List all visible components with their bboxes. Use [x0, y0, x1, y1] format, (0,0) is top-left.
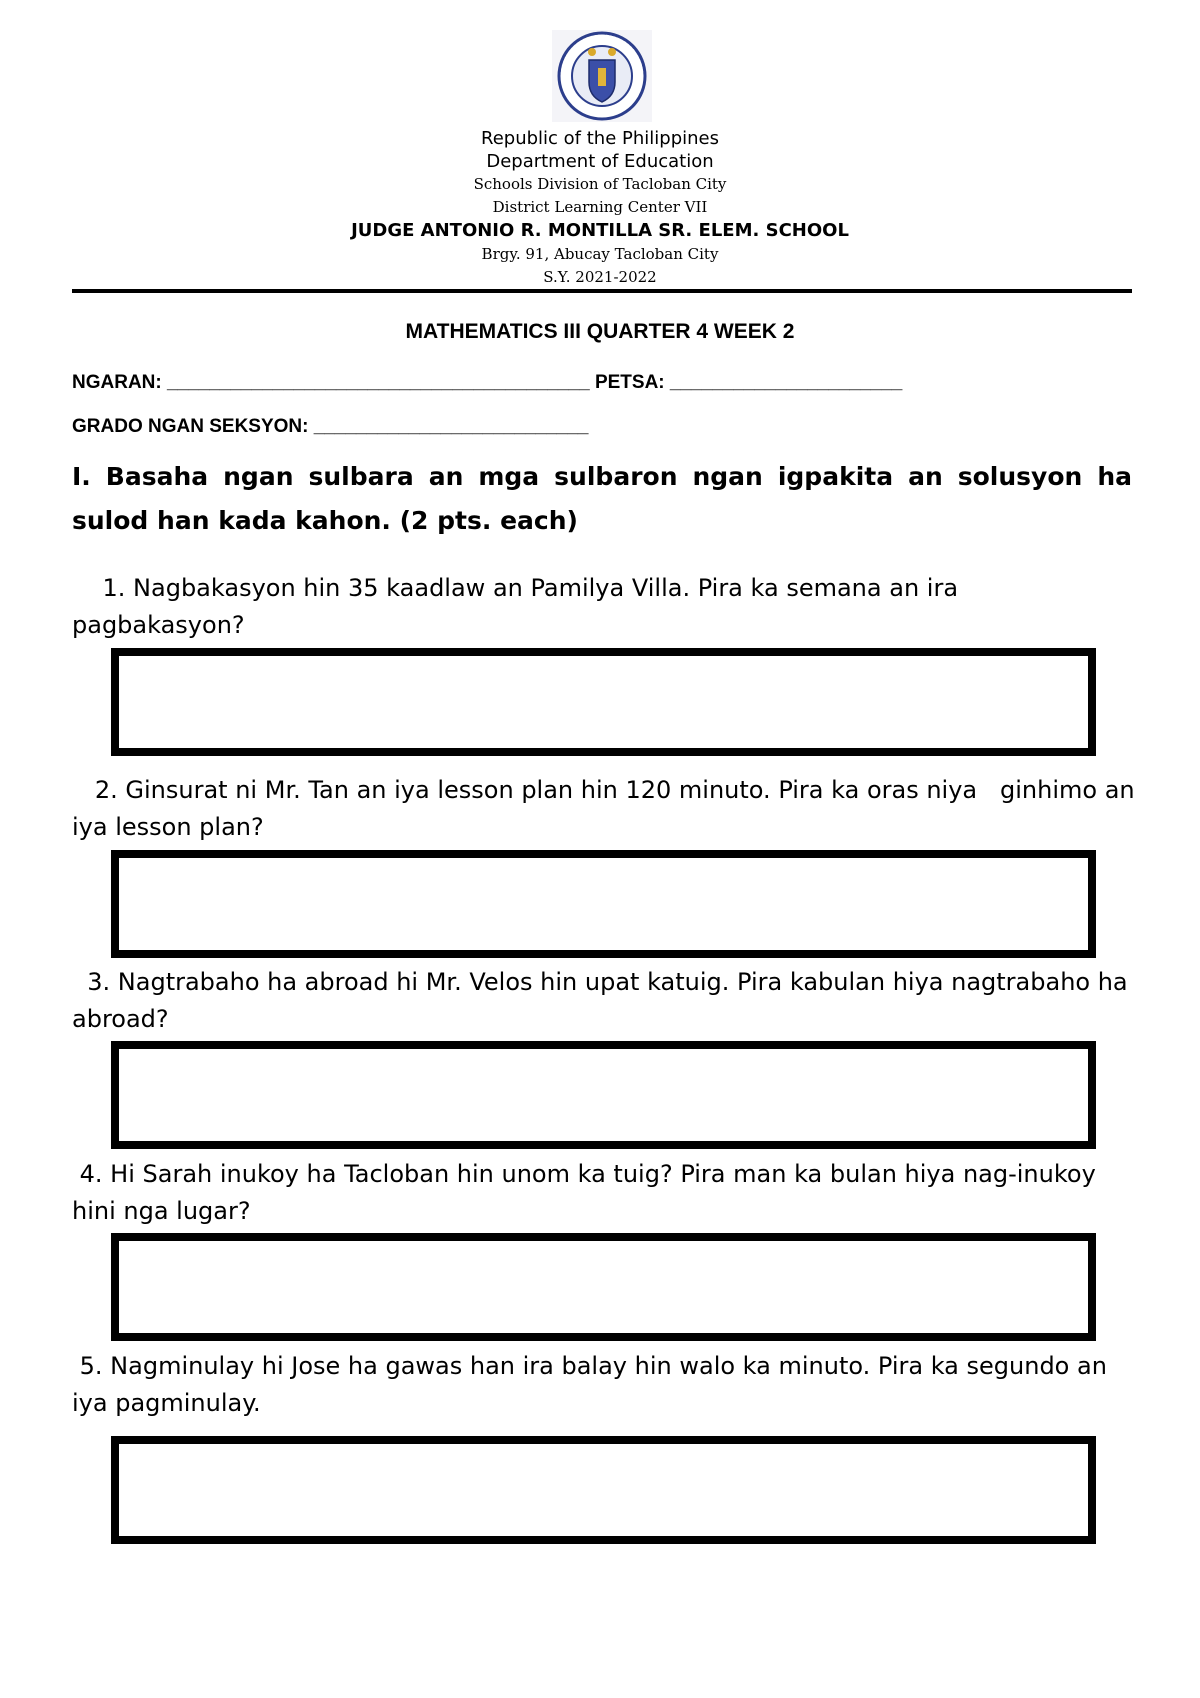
name-date-field[interactable]: NGARAN: ________________________________________ PETSA: ______________________	[72, 372, 903, 393]
worksheet-title: MATHEMATICS III QUARTER 4 WEEK 2	[405, 320, 795, 343]
instruction-text: I. Basaha ngan sulbara an mga sulbaron ngan igpakita an solusyon ha sulod han kada kahon. (2 pts. each)	[72, 462, 1132, 535]
header-division: Schools Division of Tacloban City	[473, 175, 727, 193]
header-republic: Republic of the Philippines	[481, 128, 719, 149]
question-4: 4. Hi Sarah inukoy ha Tacloban hin unom ka tuig? Pira man ka bulan hiya nag-inukoy hini nga lugar?	[72, 1160, 1104, 1225]
question-2: 2. Ginsurat ni Mr. Tan an iya lesson plan hin 120 minuto. Pira ka oras niya ginhimo an iya lesson plan?	[72, 776, 1143, 841]
answer-box-2[interactable]	[111, 850, 1096, 958]
answer-box-5[interactable]	[111, 1436, 1096, 1544]
grade-section-field[interactable]: GRADO NGAN SEKSYON: __________________________	[72, 416, 589, 437]
answer-box-3[interactable]	[111, 1041, 1096, 1149]
header-school-name: JUDGE ANTONIO R. MONTILLA SR. ELEM. SCHOOL	[351, 220, 849, 241]
deped-seal-logo	[552, 30, 652, 122]
question-5: 5. Nagminulay hi Jose ha gawas han ira balay hin walo ka minuto. Pira ka segundo an iya pagminulay.	[72, 1352, 1115, 1417]
header-department: Department of Education	[486, 151, 714, 172]
header-school-year: S.Y. 2021-2022	[543, 268, 657, 286]
question-3: 3. Nagtrabaho ha abroad hi Mr. Velos hin upat katuig. Pira kabulan hiya nagtrabaho ha abroad?	[72, 968, 1136, 1033]
question-1: 1. Nagbakasyon hin 35 kaadlaw an Pamilya Villa. Pira ka semana an ira pagbakasyon?	[72, 574, 966, 639]
answer-box-1[interactable]	[111, 648, 1096, 756]
header-address: Brgy. 91, Abucay Tacloban City	[481, 245, 719, 263]
header-divider	[72, 289, 1132, 293]
header-district: District Learning Center VII	[492, 198, 708, 216]
answer-box-4[interactable]	[111, 1233, 1096, 1341]
